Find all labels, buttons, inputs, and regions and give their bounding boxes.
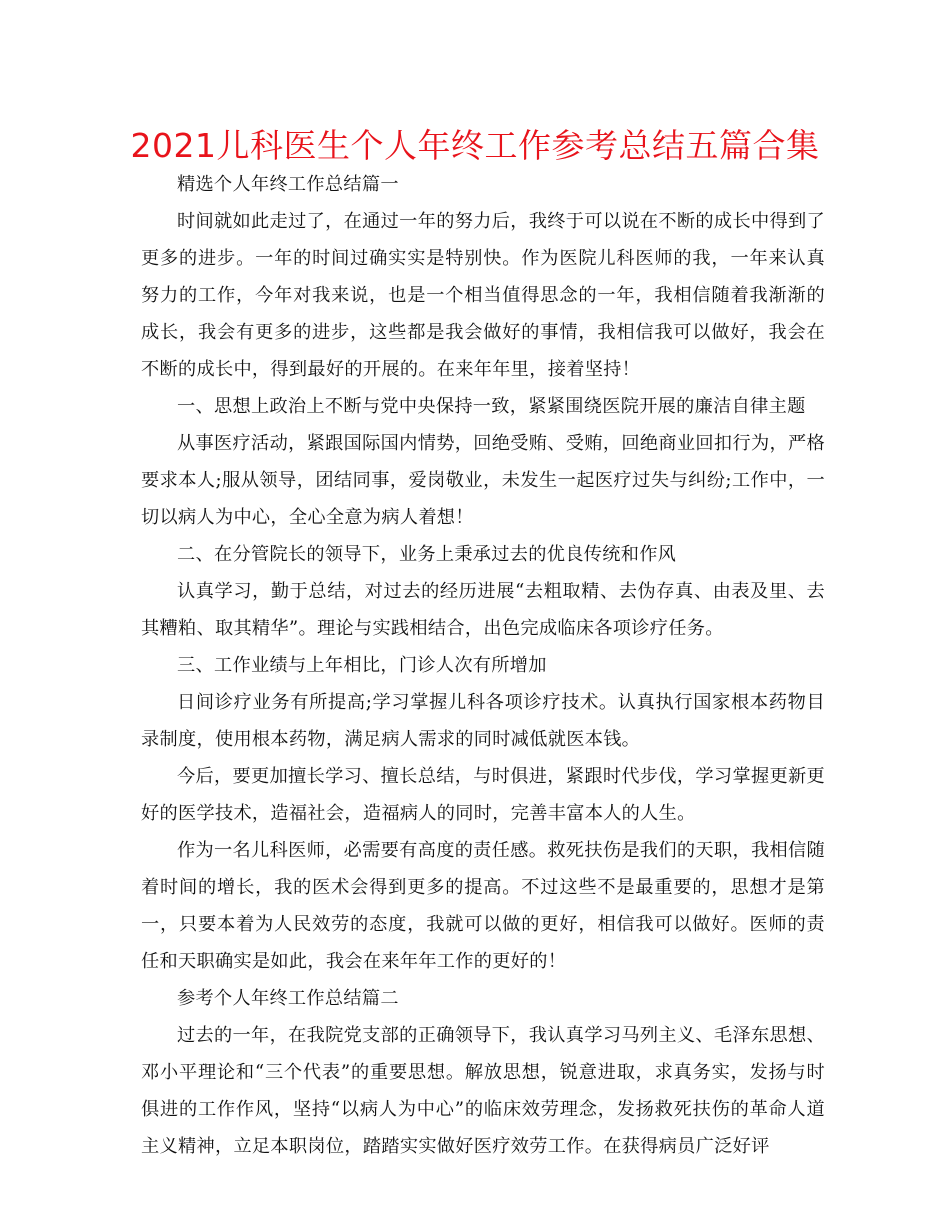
document-body <box>141 166 825 1165</box>
paragraph: 今后，要更加擅长学习、擅长总结，与时俱进，紧跟时代步伐，学习掌握更新更好的医学技术，造福社会，造福病人的同时，完善丰富本人的人生。 <box>141 766 825 824</box>
document-title: 2021儿科医生个人年终工作参考总结五篇合集 <box>130 126 820 165</box>
section-heading-1: 精选个人年终工作总结篇一 <box>177 174 399 195</box>
paragraph: 作为一名儿科医师，必需要有高度的责任感。救死扶伤是我们的天职，我相信随着时间的增长，我的医术会得到更多的提高。不过这些不是最重要的，思想才是第一，只要本着为人民效劳的态度，我就可以做的更好，相信我可以做好。医师的责任和天职确实是如此，我会在来年年工作的更好的！ <box>141 840 825 972</box>
paragraph: 过去的一年，在我院党支部的正确领导下，我认真学习马列主义、毛泽东思想、邓小平理论和“三个代表”的重要思想。解放思想，锐意进取，求真务实，发扬与时俱进的工作作风，坚持“以病人为中心”的临床效劳理念，发扬救死扶伤的革命人道主义精神，立足本职岗位，踏踏实实做好医疗效劳工作。在获得病员广泛好评 <box>141 1025 825 1157</box>
paragraph: 日间诊疗业务有所提高;学习掌握儿科各项诊疗技术。认真执行国家根本药物目录制度，使用根本药物，满足病人需求的同时减低就医本钱。 <box>141 692 825 750</box>
paragraph: 认真学习，勤于总结，对过去的经历进展“去粗取精、去伪存真、由表及里、去其糟粕、取其精华”。理论与实践相结合，出色完成临床各项诊疗任务。 <box>141 581 825 639</box>
section-heading-2: 参考个人年终工作总结篇二 <box>177 988 399 1009</box>
subheading: 三、工作业绩与上年相比，门诊人次有所增加 <box>177 655 547 676</box>
subheading: 二、在分管院长的领导下，业务上秉承过去的优良传统和作风 <box>177 544 677 565</box>
subheading: 一、思想上政治上不断与党中央保持一致，紧紧围绕医院开展的廉洁自律主题 <box>177 396 806 417</box>
paragraph: 从事医疗活动，紧跟国际国内情势，回绝受贿、受贿，回绝商业回扣行为，严格要求本人;服从领导，团结同事，爱岗敬业，未发生一起医疗过失与纠纷;工作中，一切以病人为中心，全心全意为病人着想！ <box>141 433 825 528</box>
paragraph: 时间就如此走过了，在通过一年的努力后，我终于可以说在不断的成长中得到了更多的进步。一年的时间过确实实是特别快。作为医院儿科医师的我，一年来认真努力的工作，今年对我来说，也是一个相当值得思念的一年，我相信随着我渐渐的成长，我会有更多的进步，这些都是我会做好的事情，我相信我可以做好，我会在不断的成长中，得到最好的开展的。在来年年里，接着坚持！ <box>141 211 825 380</box>
